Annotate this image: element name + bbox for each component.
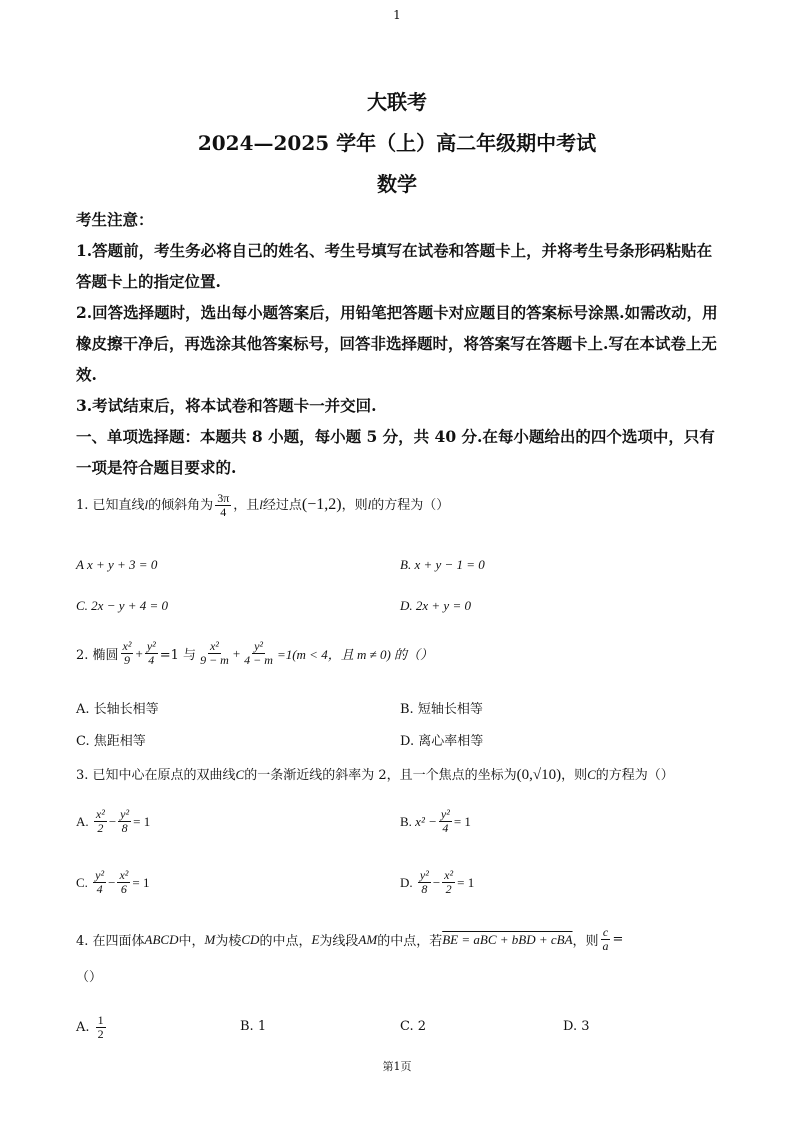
q1-text: 的方程为（）: [371, 498, 450, 514]
q2-option-b[interactable]: B. 短轴长相等: [400, 702, 483, 717]
q3-text: 的方程为（）: [595, 768, 674, 783]
q4-text: 的中点，若: [377, 934, 443, 950]
q2-option-c[interactable]: C. 焦距相等: [76, 734, 146, 749]
exam-title-2: 2024—2025 学年（上）高二年级期中考试: [197, 131, 597, 155]
frac: $\frac{\text{y²}}{4}$: [440, 807, 450, 836]
q2-text: =1 与: [159, 648, 197, 664]
page-footer: 第1页: [382, 1060, 412, 1073]
q4-option-d[interactable]: D. 3: [563, 1019, 590, 1034]
question-4-stem: [76, 926, 726, 953]
frac: $\frac{\text{y²}}{8}$: [120, 807, 130, 836]
option-label: A.: [76, 1020, 90, 1036]
q2-plus: +: [135, 645, 143, 661]
q1-option-c[interactable]: C. 2x − y + 4 = 0: [76, 598, 169, 613]
question-2-stem: [76, 640, 433, 667]
notice-item-1: 1.答题前，考生务必将自己的姓名、考生号填写在试卷和答题卡上，并将考生号条形码粘贴在答题卡上的指定位置.: [76, 241, 713, 291]
q1-text: ，则: [341, 498, 368, 514]
q1-point: (−1,2): [301, 496, 342, 514]
option-label: A.: [76, 813, 89, 829]
q3-option-b[interactable]: [400, 808, 471, 835]
q3-option-a[interactable]: [76, 808, 150, 835]
notice-item-2: 2.回答选择题时，选出每小题答案后，用铅笔把答题卡对应题目的答案标号涂黑.如需改动，用橡皮擦干净后，再选涂其他答案标号，回答非选择题时，将答案写在答题卡上.写在本试卷上无效.: [76, 303, 718, 384]
q4-text: 4. 在四面体: [76, 934, 145, 950]
q1-option-a[interactable]: A x + y + 3 = 0: [76, 557, 158, 572]
notice-item-3: 3.考试结束后，将本试卷和答题卡一并交回.: [76, 396, 377, 415]
q3-option-d[interactable]: [400, 869, 474, 896]
q3-text: 3. 已知中心在原点的双曲线: [76, 768, 236, 783]
equals: = 1: [132, 874, 150, 890]
equals: = 1: [457, 874, 475, 890]
q4-point-m: M: [204, 931, 216, 947]
q3-text: ，则: [561, 768, 588, 783]
q2-text: 2. 椭圆: [76, 648, 119, 664]
option-label: C.: [76, 874, 88, 890]
q3-curve-c: C: [587, 767, 596, 782]
q4-option-a[interactable]: [76, 1014, 108, 1041]
notice-heading: 考生注意：: [76, 210, 154, 229]
frac: $\frac{\text{x²}}{6}$: [119, 868, 129, 897]
q4-text: 为线段: [319, 934, 359, 950]
frac: $\frac{\text{y²}}{8}$: [419, 868, 429, 897]
q1-angle: $\frac{3\pi}{4}$: [217, 491, 230, 520]
q1-option-d[interactable]: D. 2x + y = 0: [400, 598, 471, 613]
q2-option-d[interactable]: D. 离心率相等: [400, 734, 484, 749]
minus: −: [108, 874, 116, 890]
q2-frac: $\frac{\text{y²}}{4}$: [146, 639, 156, 668]
equals: = 1: [133, 813, 151, 829]
q4-option-c[interactable]: C. 2: [400, 1019, 427, 1034]
q1-line-l: l: [259, 497, 263, 513]
q4-tetrahedron: ABCD: [144, 931, 179, 947]
minus: −: [432, 874, 441, 890]
q1-text: 1. 已知直线: [76, 498, 145, 514]
q2-condition: =1(m < 4，且 m ≠ 0) 的（）: [276, 647, 434, 663]
q4-paren: （）: [76, 970, 103, 985]
frac: $\frac{\text{x²}}{2}$: [95, 807, 105, 836]
q4-edge-cd: CD: [241, 931, 260, 947]
q4-text: 的中点，: [259, 934, 312, 950]
q4-text: 为棱: [215, 934, 242, 950]
minus: −: [108, 813, 117, 829]
option-label: D.: [400, 874, 413, 890]
q1-line-l: l: [144, 497, 149, 513]
q1-text: 的倾斜角为: [148, 498, 214, 514]
q4-text: ，则: [572, 934, 599, 950]
q4-ratio: $\frac{c}{a}$: [602, 925, 609, 954]
frac: $\frac{\text{y²}}{4}$: [95, 868, 105, 897]
q1-option-b[interactable]: B. x + y − 1 = 0: [400, 557, 485, 572]
equals: = 1: [453, 813, 471, 829]
q1-text: 经过点: [262, 498, 302, 514]
frac: $\frac{\text{x²}}{2}$: [444, 868, 454, 897]
q4-text: 中，: [178, 934, 205, 950]
q3-curve-c: C: [235, 767, 245, 782]
question-1-stem: [76, 492, 449, 519]
q3-text: 的一条渐近线的斜率为 2，且一个焦点的坐标为: [244, 768, 517, 783]
q1-line-l: l: [367, 497, 372, 513]
q1-text: ，且: [233, 498, 260, 514]
q4-text: =: [612, 932, 624, 948]
q4-point-e: E: [311, 931, 320, 947]
q3-focus: (0,√10): [516, 767, 562, 783]
q2-frac: $\frac{\text{x²}}{9 - m}$: [200, 639, 229, 668]
q3-option-c[interactable]: [76, 869, 149, 896]
page-number-top: 1: [393, 8, 401, 22]
q2-frac: $\frac{\text{y²}}{4 - m}$: [244, 639, 273, 668]
question-3-stem: [76, 764, 674, 784]
exam-title-1: 大联考: [367, 90, 427, 114]
q2-frac: $\frac{\text{x²}}{9}$: [122, 639, 132, 668]
term: x² −: [415, 813, 437, 829]
section-1-heading: 一、单项选择题：本题共 8 小题，每小题 5 分，共 40 分.在每小题给出的四个选项中，只有一项是符合题目要求的.: [76, 427, 715, 477]
q2-option-a[interactable]: A. 长轴长相等: [76, 702, 159, 717]
option-label: B.: [400, 813, 412, 829]
frac: $\frac{1}{2}$: [97, 1013, 104, 1042]
exam-subject: 数学: [377, 172, 417, 196]
q4-segment-am: AM: [358, 931, 378, 947]
q4-option-b[interactable]: B. 1: [240, 1019, 267, 1034]
q2-plus: +: [232, 645, 241, 661]
q4-vector-equation: BE = aBC + bBD + cBA: [442, 931, 573, 947]
